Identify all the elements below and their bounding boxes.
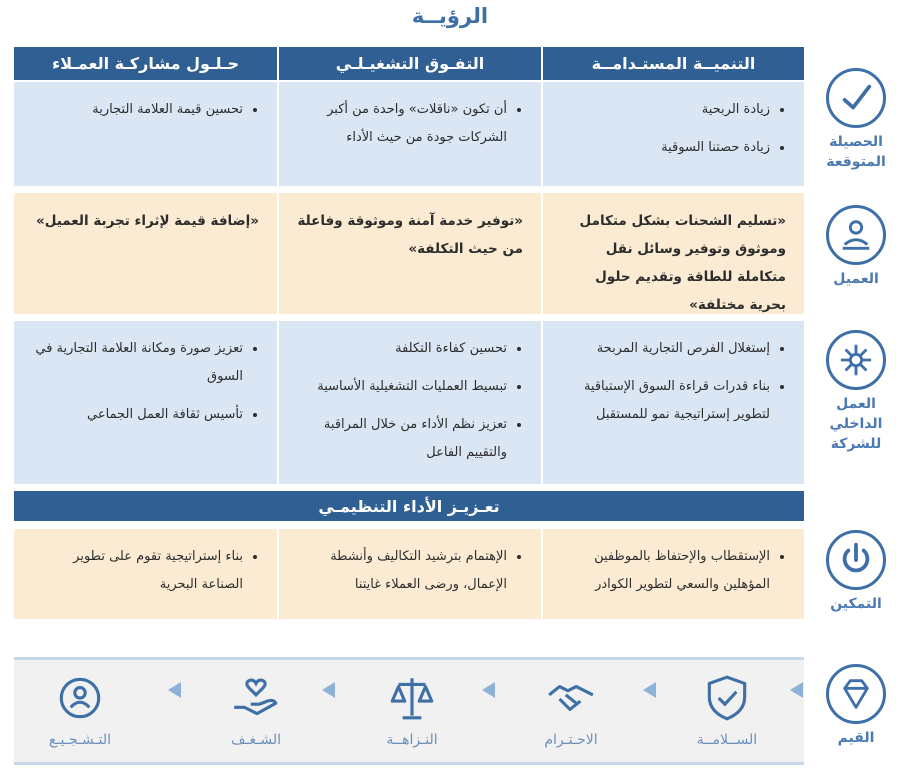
list-item: • تحسين قيمة العلامة التجارية [28,96,243,124]
list-item: • تأسيس ثقافة العمل الجماعي [28,401,243,429]
internal-cell-sustainable [543,321,804,484]
person-cycle-icon [54,672,106,724]
list-item: • أن تكون «ناقلات» واحدة من أكبر الشركات جودة من حيث الأداء [293,96,507,152]
value-encouragement: التـشـجـيـع [30,672,130,748]
internal-cell-customer [14,321,277,484]
column-header-customer-solutions: حـلـول مشاركـة العمـلاء [14,47,277,80]
enablement-banner: تعـزيـز الأداء التنظيمـي [14,491,804,521]
column-header-sustainable-development: التنميــة المستـدامــة [543,47,804,80]
row-label-customer: العميل [812,205,900,289]
diamond-icon [826,664,886,724]
enablement-cell-operational [279,529,541,619]
list-item: • زيادة حصتنا السوقية [557,134,770,162]
outcomes-cell-operational [279,82,541,186]
arrow-icon [322,682,335,698]
customer-cell-sustainable: «تسليم الشحنات بشكل متكامل وموثوق وتوفير وسائل نقل متكاملة للطاقة وتقديم حلول بحرية مختلفة» [543,193,804,314]
customer-hand-icon [826,205,886,265]
list-item: • زيادة الربحية [557,96,770,124]
value-safety: الســلامــة [677,672,777,748]
heart-hand-icon [230,672,282,724]
power-icon [826,530,886,590]
enablement-cell-customer [14,529,277,619]
list-item: • الإستقطاب والإحتفاظ بالموظفين المؤهلين والسعي لتطوير الكوادر [557,543,770,599]
arrow-icon [790,682,803,698]
arrow-icon [643,682,656,698]
row-label-outcomes: الحصيلة المتوقعة [812,68,900,172]
list-item: • بناء إستراتيجية تقوم على تطوير الصناعة البحرية [28,543,243,599]
row-label-values: القيم [812,664,900,748]
check-cycle-icon [826,68,886,128]
list-item: • بناء قدرات قراءة السوق الإستباقية لتطوير إستراتيجية نمو للمستقبل [557,373,770,429]
network-icon [826,330,886,390]
list-item: • تحسين كفاءة التكلفة [293,335,507,363]
handshake-icon [545,672,597,724]
value-passion: الشـغـف [206,672,306,748]
outcomes-cell-sustainable [543,82,804,186]
values-top-rule [14,657,804,660]
list-item: • الإهتمام بترشيد التكاليف وأنشطة الإعمال، ورضى العملاء غايتنا [293,543,507,599]
values-bottom-rule [14,762,804,765]
internal-cell-operational [279,321,541,484]
list-item: • تعزيز صورة ومكانة العلامة التجارية في السوق [28,335,243,391]
list-item: • تبسيط العمليات التشغيلية الأساسية [293,373,507,401]
row-label-internal: العمل الداخلي للشركة [812,330,900,454]
outcomes-cell-customer [14,82,277,186]
value-integrity: النـزاهــة [362,672,462,748]
column-header-operational-excellence: التفـوق التشغيـلـي [279,47,541,80]
arrow-icon [482,682,495,698]
balance-scale-icon [386,672,438,724]
value-respect: الاحـتـرام [521,672,621,748]
arrow-icon [168,682,181,698]
customer-cell-operational: «توفير خدمة آمنة وموثوقة وفاعلة من حيث التكلفة» [279,193,541,314]
list-item: • إستغلال الفرص التجارية المربحة [557,335,770,363]
customer-cell-solutions: «إضافة قيمة لإثراء تجربة العميل» [14,193,277,314]
vision-title: الرؤيــة [411,4,489,28]
enablement-cell-sustainable [543,529,804,619]
shield-check-icon [701,672,753,724]
list-item: • تعزيز نظم الأداء من خلال المراقبة والتقييم الفاعل [293,411,507,467]
row-label-enablement: التمكين [812,530,900,614]
